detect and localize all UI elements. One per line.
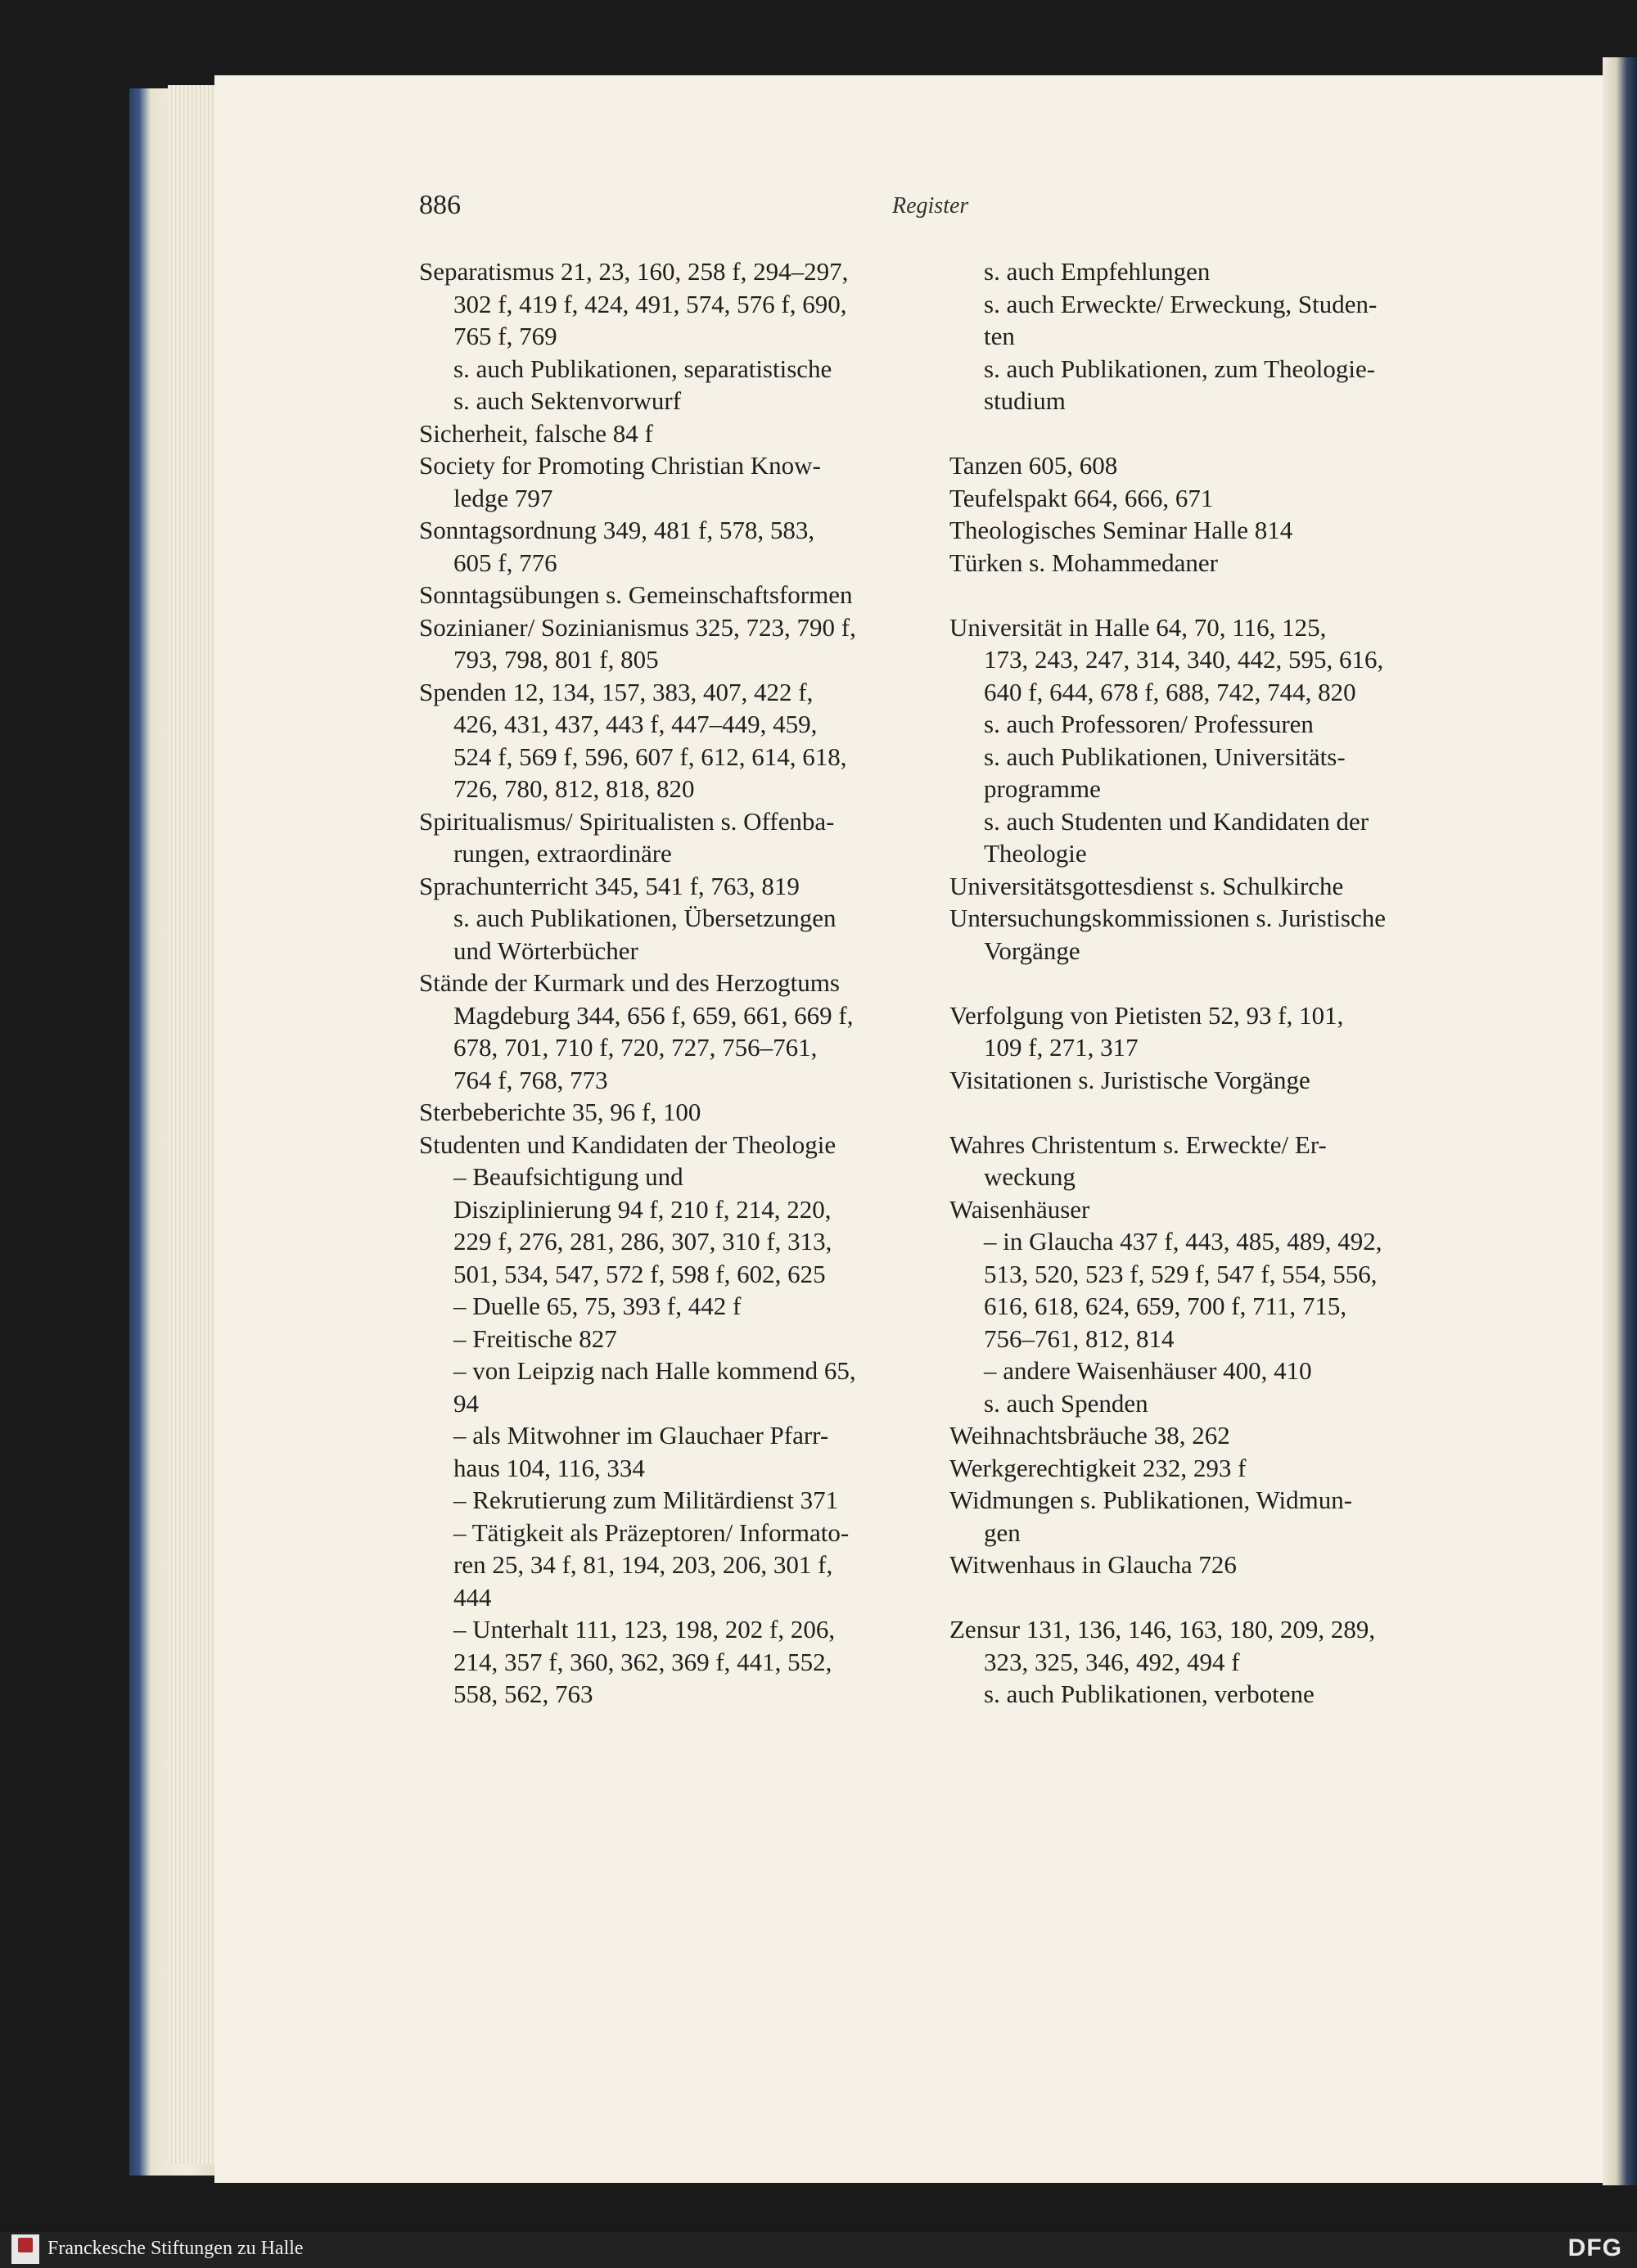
index-line: – Duelle 65, 75, 393 f, 442 f <box>453 1292 742 1320</box>
index-line: 302 f, 419 f, 424, 491, 574, 576 f, 690, <box>453 289 847 318</box>
index-line: Untersuchungskommissionen s. Juristische <box>949 904 1386 932</box>
index-line: ren 25, 34 f, 81, 194, 203, 206, 301 f, <box>453 1550 833 1579</box>
index-line: Türken s. Mohammedaner <box>949 548 1218 577</box>
index-line: 793, 798, 801 f, 805 <box>453 645 659 674</box>
index-line: s. auch Erweckte/ Erweckung, Studen- <box>984 289 1378 318</box>
index-entry <box>949 449 1449 482</box>
index-entry <box>949 1613 1449 1711</box>
index-line: Studenten und Kandidaten der Theologie <box>419 1129 837 1159</box>
index-line: – andere Waisenhäuser 400, 410 <box>984 1356 1312 1385</box>
index-line: rungen, extraordinäre <box>453 839 672 868</box>
index-line: 678, 701, 710 f, 720, 727, 756–761, <box>453 1033 818 1062</box>
footer-institution: Franckesche Stiftungen zu Halle <box>47 2238 304 2259</box>
entry-gap <box>949 1581 1449 1614</box>
index-line: 756–761, 812, 814 <box>984 1323 1175 1353</box>
index-line: haus 104, 116, 334 <box>453 1453 645 1482</box>
index-line: weckung <box>984 1162 1076 1191</box>
index-entry <box>419 967 927 1096</box>
index-entry <box>419 514 927 579</box>
index-line: Waisenhäuser <box>949 1194 1090 1224</box>
index-line: Magdeburg 344, 656 f, 659, 661, 669 f, <box>453 1000 854 1030</box>
index-line: ten <box>984 322 1015 350</box>
index-line: 109 f, 271, 317 <box>984 1033 1139 1062</box>
index-line: Zensur 131, 136, 146, 163, 180, 209, 289, <box>949 1615 1376 1644</box>
index-line: 616, 618, 624, 659, 700 f, 711, 715, <box>984 1292 1347 1320</box>
index-line: Witwenhaus in Glaucha 726 <box>949 1550 1237 1579</box>
index-column-right <box>949 255 1449 1711</box>
index-entry <box>419 611 927 676</box>
index-line: 524 f, 569 f, 596, 607 f, 612, 614, 618, <box>453 742 847 771</box>
page-number: 886 <box>419 190 461 220</box>
index-line: Visitationen s. Juristische Vorgänge <box>949 1065 1310 1094</box>
index-entry <box>419 870 927 967</box>
index-column-left <box>419 255 927 1711</box>
index-entry <box>419 255 927 417</box>
index-line: Universitätsgottesdienst s. Schulkirche <box>949 871 1344 900</box>
index-line: s. auch Empfehlungen <box>984 257 1211 286</box>
index-line: 640 f, 644, 678 f, 688, 742, 744, 820 <box>984 677 1356 706</box>
index-line: s. auch Studenten und Kandidaten der <box>984 806 1369 836</box>
index-line: Werkgerechtigkeit 232, 293 f <box>949 1453 1247 1482</box>
index-line: studium <box>984 386 1066 415</box>
index-line: – in Glaucha 437 f, 443, 485, 489, 492, <box>984 1227 1382 1256</box>
index-line: Spenden 12, 134, 157, 383, 407, 422 f, <box>419 677 814 706</box>
entry-gap <box>949 967 1449 999</box>
index-line: – als Mitwohner im Glauchaer Pfarr- <box>453 1421 829 1450</box>
index-line: 513, 520, 523 f, 529 f, 547 f, 554, 556, <box>984 1259 1378 1288</box>
index-line: 229 f, 276, 281, 286, 307, 310 f, 313, <box>453 1227 832 1256</box>
index-line: Stände der Kurmark und des Herzogtums <box>419 968 840 997</box>
index-line: Vorgänge <box>984 936 1080 965</box>
index-entry <box>419 1096 927 1129</box>
book-right-edge <box>1603 57 1637 2185</box>
index-entry <box>949 482 1449 515</box>
index-line: s. auch Spenden <box>984 1388 1148 1418</box>
index-line: Weihnachtsbräuche 38, 262 <box>949 1421 1230 1450</box>
index-entry <box>949 1549 1449 1581</box>
index-line: Theologisches Seminar Halle 814 <box>949 516 1293 544</box>
page-stack <box>168 85 217 2164</box>
index-line: und Wörterbücher <box>453 936 638 965</box>
index-entry <box>419 676 927 805</box>
institution-logo-icon <box>11 2234 39 2264</box>
index-line: 764 f, 768, 773 <box>453 1065 608 1094</box>
index-line: 94 <box>453 1388 479 1418</box>
entry-gap <box>949 1096 1449 1129</box>
index-line: Sprachunterricht 345, 541 f, 763, 819 <box>419 871 800 900</box>
running-header: Register <box>892 193 969 219</box>
index-entry <box>419 805 927 870</box>
index-entry <box>949 902 1449 967</box>
index-line: Theologie <box>984 839 1087 868</box>
index-entry <box>419 579 927 611</box>
index-line: – Freitische 827 <box>453 1323 617 1353</box>
index-entry <box>419 449 927 514</box>
index-line: gen <box>984 1517 1021 1547</box>
index-entry <box>949 870 1449 903</box>
index-line: s. auch Publikationen, Universitäts- <box>984 742 1346 771</box>
index-line: Spiritualismus/ Spiritualisten s. Offenba- <box>419 806 835 836</box>
index-line: Sicherheit, falsche 84 f <box>419 418 653 448</box>
index-entry <box>949 1452 1449 1485</box>
index-entry <box>949 1419 1449 1452</box>
index-line: 558, 562, 763 <box>453 1680 593 1708</box>
index-line: Society for Promoting Christian Know- <box>419 451 821 480</box>
index-line: – Tätigkeit als Präzeptoren/ Informato- <box>453 1517 850 1547</box>
index-entry <box>949 1193 1449 1420</box>
index-line: s. auch Sektenvorwurf <box>453 386 682 415</box>
index-entry <box>949 999 1449 1064</box>
index-line: ledge 797 <box>453 483 553 512</box>
index-line: – Beaufsichtigung und <box>453 1162 683 1191</box>
index-line: s. auch Publikationen, separatistische <box>453 354 832 383</box>
index-line: – Rekrutierung zum Militärdienst 371 <box>453 1486 839 1514</box>
index-entry <box>949 1129 1449 1193</box>
index-line: Verfolgung von Pietisten 52, 93 f, 101, <box>949 1000 1344 1030</box>
index-line: 173, 243, 247, 314, 340, 442, 595, 616, <box>984 645 1384 674</box>
index-line: Universität in Halle 64, 70, 116, 125, <box>949 612 1327 642</box>
index-entry <box>949 1484 1449 1549</box>
index-entry <box>949 611 1449 870</box>
index-line: Sonntagsübungen s. Gemeinschaftsformen <box>419 580 853 609</box>
index-line: 501, 534, 547, 572 f, 598 f, 602, 625 <box>453 1259 826 1288</box>
index-line: 214, 357 f, 360, 362, 369 f, 441, 552, <box>453 1647 832 1676</box>
index-line: Sozinianer/ Sozinianismus 325, 723, 790 f, <box>419 612 856 642</box>
index-line: – von Leipzig nach Halle kommend 65, <box>453 1356 856 1385</box>
entry-gap <box>949 417 1449 450</box>
index-line: s. auch Publikationen, verbotene <box>984 1680 1315 1708</box>
index-line: Teufelspakt 664, 666, 671 <box>949 483 1214 512</box>
index-line: s. auch Publikationen, Übersetzungen <box>453 904 837 932</box>
index-line: 605 f, 776 <box>453 548 557 577</box>
index-entry <box>949 1064 1449 1097</box>
index-entry <box>419 1129 927 1711</box>
dfg-logo: DFG <box>1567 2234 1622 2261</box>
index-line: s. auch Professoren/ Professuren <box>984 710 1314 738</box>
index-line: s. auch Publikationen, zum Theologie- <box>984 354 1376 383</box>
index-line: 765 f, 769 <box>453 322 557 350</box>
index-line: – Unterhalt 111, 123, 198, 202 f, 206, <box>453 1615 836 1644</box>
index-entry <box>419 417 927 450</box>
index-line: 444 <box>453 1582 492 1612</box>
index-entry <box>949 255 1449 417</box>
index-line: Disziplinierung 94 f, 210 f, 214, 220, <box>453 1194 832 1224</box>
index-line: Sterbeberichte 35, 96 f, 100 <box>419 1098 701 1126</box>
index-line: 323, 325, 346, 492, 494 f <box>984 1647 1240 1676</box>
entry-gap <box>949 579 1449 611</box>
index-line: Tanzen 605, 608 <box>949 451 1118 480</box>
index-line: Wahres Christentum s. Erweckte/ Er- <box>949 1129 1327 1159</box>
index-entry <box>949 547 1449 579</box>
index-line: programme <box>984 774 1101 803</box>
index-line: 426, 431, 437, 443 f, 447–449, 459, <box>453 710 818 738</box>
index-line: 726, 780, 812, 818, 820 <box>453 774 695 803</box>
index-line: Separatismus 21, 23, 160, 258 f, 294–297, <box>419 257 849 286</box>
index-line: Sonntagsordnung 349, 481 f, 578, 583, <box>419 516 815 544</box>
index-entry <box>949 514 1449 547</box>
index-line: Widmungen s. Publikationen, Widmun- <box>949 1486 1353 1514</box>
